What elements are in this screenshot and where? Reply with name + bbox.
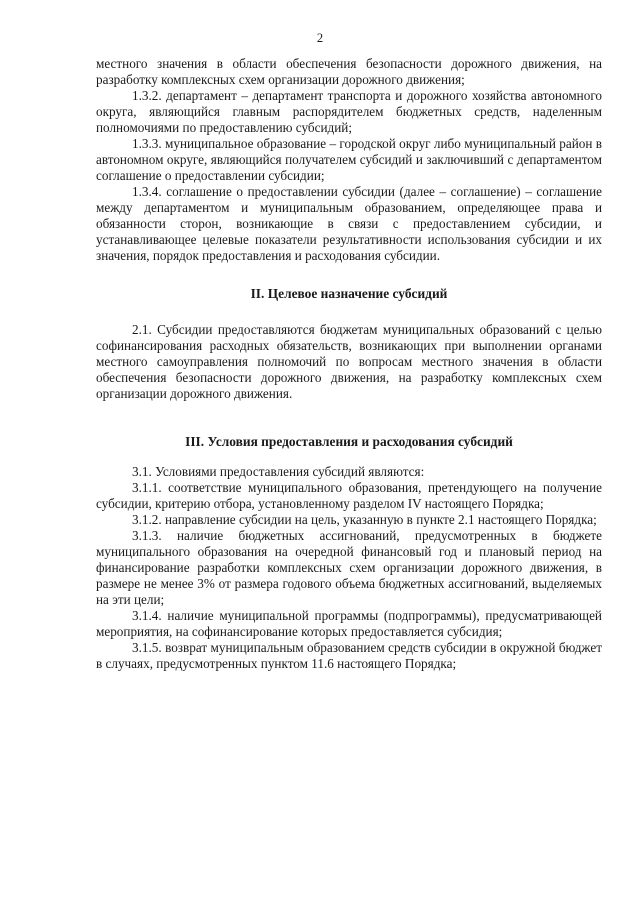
paragraph-3-1-5: 3.1.5. возврат муниципальным образованием средств субсидии в окружной бюджет в случаях, предусмотренных пунктом 11.6 настоящего Порядка; — [96, 640, 602, 671]
paragraph-3-1-3: 3.1.3. наличие бюджетных ассигнований, предусмотренных в бюджете муниципального образования на очередной финансовый год и плановый период на финансирование разработки комплексных схем организации дорожного движения, в размере не менее 3% от размера годового объема бюджетных ассигнований, выделяемых на эти цели; — [96, 528, 602, 607]
section-3-heading: III. Условия предоставления и расходования субсидий — [185, 434, 513, 449]
paragraph-3-1-4: 3.1.4. наличие муниципальной программы (подпрограммы), предусматривающей мероприятия, на софинансирование которых предоставляется субсидия; — [96, 608, 602, 639]
paragraph-2-1: 2.1. Субсидии предоставляются бюджетам муниципальных образований с целью софинансирования расходных обязательств, возникающих при выполнении органами местного самоуправления полномочий по вопросам местного значения в области обеспечения безопасности дорожного движения, на разработку комплексных схем организации дорожного движения. — [96, 322, 602, 401]
paragraph-3-1-2: 3.1.2. направление субсидии на цель, указанную в пункте 2.1 настоящего Порядка; — [132, 512, 597, 527]
section-2-heading: II. Целевое назначение субсидий — [250, 286, 448, 301]
paragraph-1-3-2: 1.3.2. департамент – департамент транспорта и дорожного хозяйства автономного округа, являющийся главным распорядителем бюджетных средств, наделенным полномочиями по предоставлению субсидий; — [96, 88, 602, 135]
paragraph-1-3-3: 1.3.3. муниципальное образование – городской округ либо муниципальный район в автономном округе, являющийся получателем субсидий и заключивший с департаментом соглашение о предоставлении субсидии; — [96, 136, 602, 183]
paragraph-3-1: 3.1. Условиями предоставления субсидий являются: — [132, 464, 425, 479]
paragraph-3-1-1: 3.1.1. соответствие муниципального образования, претендующего на получение субсидии, критерию отбора, установленному разделом IV настоящего Порядка; — [96, 480, 602, 511]
page-number: 2 — [316, 31, 324, 45]
paragraph-1-3-4: 1.3.4. соглашение о предоставлении субсидии (далее – соглашение) – соглашение между департаментом и муниципальным образованием, определяющее права и обязанности сторон, возникающие в связи с предоставлением субсидии, и устанавливающее целевые показатели результативности использования субсидии и их значения, порядок предоставления и расходования субсидии. — [96, 184, 602, 263]
paragraph-continuation: местного значения в области обеспечения безопасности дорожного движения, на разработку комплексных схем организации дорожного движения; — [96, 56, 602, 87]
document-body — [96, 56, 602, 672]
